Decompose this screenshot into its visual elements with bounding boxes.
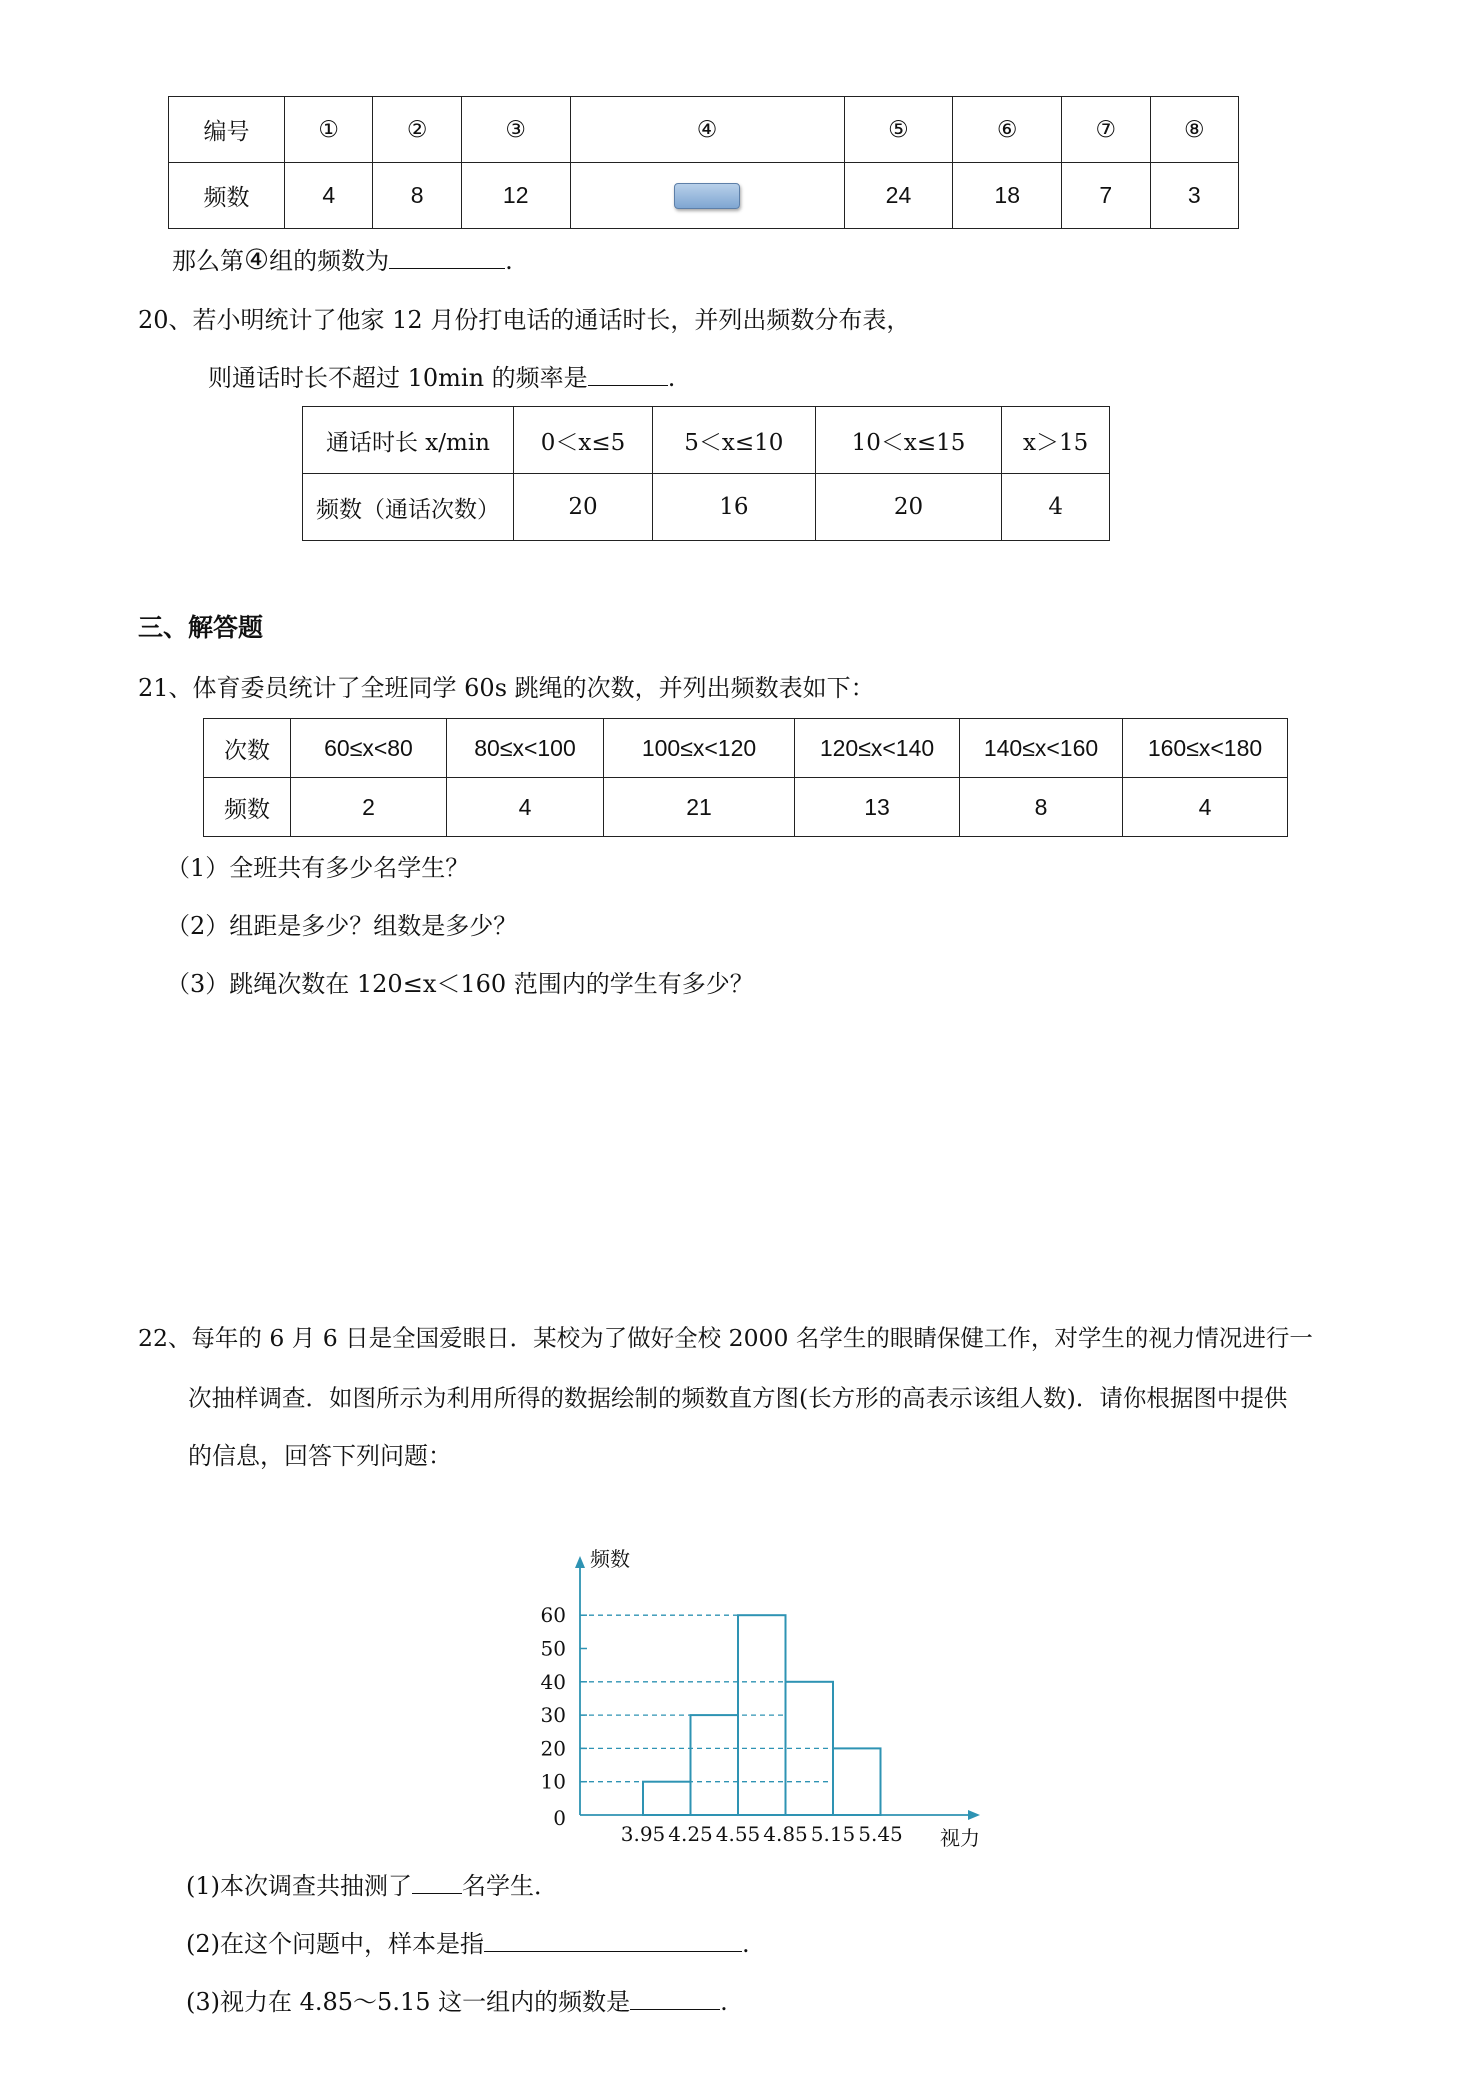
q21-sub2: （2）组距是多少？组数是多少？ [166,912,518,940]
q20-table-header: x＞15 [1002,407,1110,474]
table1-value: 4 [285,163,373,229]
q21-table-r0: 频数 [204,778,291,837]
x-tick-label: 5.45 [858,1822,903,1846]
y-axis-label: 频数 [590,1547,630,1571]
q19-answer-line [172,244,513,277]
table1-value: 7 [1062,163,1150,229]
x-tick-label: 4.55 [715,1822,761,1846]
q21-table-value: 8 [960,778,1123,837]
q19-text-after: 组的频数为 [269,247,390,275]
q21-sub3: （3）跳绳次数在 120≤x＜160 范围内的学生有多少？ [166,970,754,998]
y-tick-label: 50 [540,1636,566,1661]
q19-text-before: 那么第 [172,247,244,275]
y-axis-arrow [575,1556,585,1568]
histogram-bar [643,1782,691,1815]
q22-sub1-text: (1)本次调查共抽测了 [186,1872,412,1900]
x-tick-label: 4.85 [763,1822,808,1846]
x-tick-label: 4.25 [668,1822,713,1846]
q21-sub1: （1）全班共有多少名学生？ [166,854,470,882]
q22-line1: 22、每年的 6 月 6 日是全国爱眼日．某校为了做好全校 2000 名学生的眼睛保健工作，对学生的视力情况进行一 [138,1324,1313,1352]
table1-id: ⑤ [844,97,953,163]
q19-answer-blank [389,246,505,269]
table1-id: ⑦ [1062,97,1150,163]
q22-sub1-blank [412,1871,462,1894]
q21-table-header: 100≤x<120 [604,719,795,778]
q20-table-value: 20 [815,474,1002,541]
histogram-bar [691,1715,739,1815]
table1-value: 3 [1150,163,1239,229]
q21-table-value: 21 [604,778,795,837]
q21-table-header: 160≤x<180 [1123,719,1288,778]
q20-table-header: 10＜x≤15 [815,407,1002,474]
table1-row1-label: 编号 [169,97,285,163]
jump-rope-frequency-table [203,718,1288,837]
q21-intro: 21、体育委员统计了全班同学 60s 跳绳的次数，并列出频数表如下： [138,674,875,702]
masked-cell-box [674,183,740,209]
table1-value: 24 [844,163,953,229]
table1-value: 12 [461,163,570,229]
table1-id: ⑥ [953,97,1062,163]
table1-id: ② [373,97,461,163]
table1-row2-label: 频数 [169,163,285,229]
table1-id: ④ [570,97,844,163]
y-tick-label: 30 [540,1703,566,1728]
y-tick-label: 20 [540,1736,566,1761]
q20-table-h0: 通话时长 x/min [303,407,514,474]
table1-id: ⑧ [1150,97,1239,163]
y-tick-label: 40 [540,1669,566,1694]
q20-table-value: 16 [652,474,815,541]
q22-sub1 [186,1870,558,1902]
q22-sub3-end: . [720,1988,728,2016]
q22-sub1-after: 名学生． [462,1872,558,1900]
q20-answer-blank [588,363,668,386]
q21-table-h0: 次数 [204,719,291,778]
q20-table-value: 20 [514,474,653,541]
x-axis-label: 视力 [940,1826,980,1850]
q21-table-value: 4 [1123,778,1288,837]
q22-sub3 [186,1986,728,2018]
q20-line2-text: 则通话时长不超过 10min 的频率是 [208,364,588,392]
q20-line2-end: . [667,364,676,392]
table1-value: 18 [953,163,1062,229]
q21-table-value: 13 [795,778,960,837]
y-tick-label: 0 [553,1806,566,1830]
table1-id: ① [285,97,373,163]
x-axis-arrow [968,1810,980,1820]
q22-sub2-end: . [742,1930,750,1958]
q22-sub2 [186,1928,750,1960]
q21-table-header: 140≤x<160 [960,719,1123,778]
table1-value: 8 [373,163,461,229]
y-tick-label: 60 [540,1603,566,1628]
q20-line2 [208,362,675,394]
q20-table-header: 5＜x≤10 [652,407,815,474]
q21-table-value: 4 [447,778,604,837]
q20-table-r0: 频数（通话次数） [303,474,514,541]
q22-line3: 的信息，回答下列问题： [188,1442,452,1470]
q20-table-value: 4 [1002,474,1110,541]
section3-heading: 三、解答题 [138,613,264,642]
q22-sub2-blank [484,1929,742,1952]
table1-masked-value [570,163,844,229]
q21-table-header: 120≤x<140 [795,719,960,778]
vision-histogram [520,1540,1020,1850]
q21-table-value: 2 [291,778,447,837]
q20-table-header: 0＜x≤5 [514,407,653,474]
q22-line2: 次抽样调查．如图所示为利用所得的数据绘制的频数直方图(长方形的高表示该组人数)．请你根据图中提供 [188,1384,1288,1412]
y-tick-label: 10 [540,1769,566,1794]
call-duration-table [302,406,1110,541]
q22-sub3-blank [630,1987,720,2010]
q21-table-header: 60≤x<80 [291,719,447,778]
table1-id: ③ [461,97,570,163]
q19-text-end: . [505,247,513,275]
q19-circle-number: ④ [244,243,270,276]
q20-line1: 20、若小明统计了他家 12 月份打电话的通话时长，并列出频数分布表， [138,306,911,334]
x-tick-label: 5.15 [810,1822,856,1846]
q21-table-header: 80≤x<100 [447,719,604,778]
q22-sub3-text: (3)视力在 4.85～5.15 这一组内的频数是 [186,1988,631,2016]
q22-sub2-text: (2)在这个问题中，样本是指 [186,1930,484,1958]
histogram-bar [833,1748,881,1815]
group-frequency-table [168,96,1239,229]
x-tick-label: 3.95 [620,1822,666,1846]
